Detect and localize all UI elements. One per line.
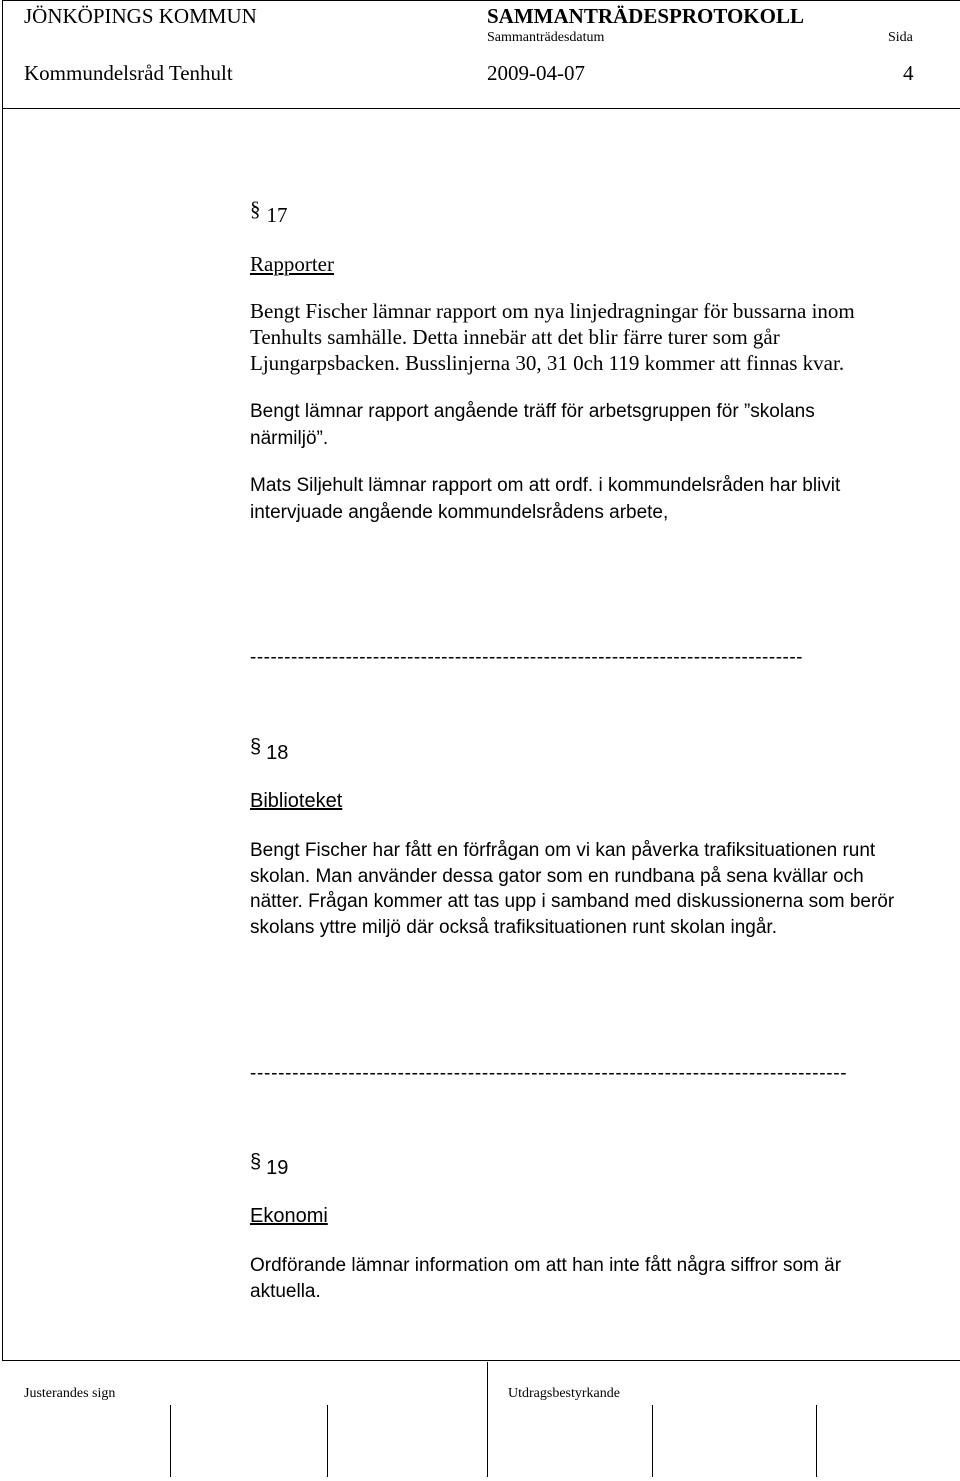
section-paragraph [250,838,894,941]
meeting-date: 2009-04-07 [487,61,585,85]
section-separator: ------------------------------------------------------------------------------------- [250,1063,848,1084]
section-title: Ekonomi [250,1205,328,1227]
signature-box-divider [487,1362,488,1477]
text-line: närmiljö”. [250,428,329,449]
section-number [250,197,288,228]
signature-box-divider [327,1405,328,1477]
page-label: Sida [888,30,913,45]
page-number: 4 [903,61,914,85]
document-type: SAMMANTRÄDESPROTOKOLL [487,4,804,28]
section-title: Rapporter [250,252,334,276]
section-separator: --------------------------------------------------------------------------------- [250,647,803,668]
text-line: skolan. Man använder dessa gator som en rundbana på sena kvällar och [250,865,864,887]
municipality-name: JÖNKÖPINGS KOMMUN [24,4,257,28]
section-paragraph [250,298,855,376]
section-paragraph [250,472,840,526]
text-line: Tenhults samhälle. Detta innebär att det blir färre turer som går [250,325,780,349]
section-symbol: § [250,197,261,221]
text-line: Ordförande lämnar information om att han inte fått några siffror som är [250,1255,842,1276]
left-border [2,0,3,1360]
text-line: Bengt Fischer lämnar rapport om nya linjedragningar för bussarna inom [250,299,855,323]
text-line: Bengt lämnar rapport angående träff för arbetsgruppen för ”skolans [250,401,815,422]
header-rule-top [2,0,960,1]
section-symbol: § [250,1151,262,1173]
text-line: Bengt Fischer har fått en förfrågan om vi kan påverka trafiksituationen runt [250,840,876,861]
section-number-value: 19 [266,1157,289,1179]
section-number [250,736,289,765]
body-name: Kommundelsråd Tenhult [24,61,233,85]
section-number [250,1151,289,1180]
text-line: Mats Siljehult lämnar rapport om att ordf. i kommundelsråden har blivit [250,475,841,496]
footer-label-certification: Utdragsbestyrkande [508,1386,620,1401]
section-symbol: § [250,736,262,758]
signature-box-divider [816,1405,817,1477]
text-line: skolans yttre miljö där också trafiksituationen runt skolan ingår. [250,917,777,939]
text-line: Ljungarpsbacken. Busslinjerna 30, 31 0ch 119 kommer att finnas kvar. [250,351,845,375]
date-label: Sammanträdesdatum [487,30,605,45]
signature-box-divider [652,1405,653,1477]
footer-label-sign: Justerandes sign [24,1386,116,1401]
section-title: Biblioteket [250,790,343,812]
section-paragraph [250,1253,841,1305]
signature-box-divider [170,1405,171,1477]
section-number-value: 18 [266,742,289,764]
section-paragraph [250,398,815,452]
footer-rule [2,1360,960,1361]
header-rule [2,108,960,109]
text-line: nätter. Frågan kommer att tas upp i samband med diskussionerna som berör [250,891,895,913]
section-number-value: 17 [266,203,288,227]
text-line: aktuella. [250,1281,321,1302]
text-line: intervjuade angående kommundelsrådens arbete, [250,502,669,523]
